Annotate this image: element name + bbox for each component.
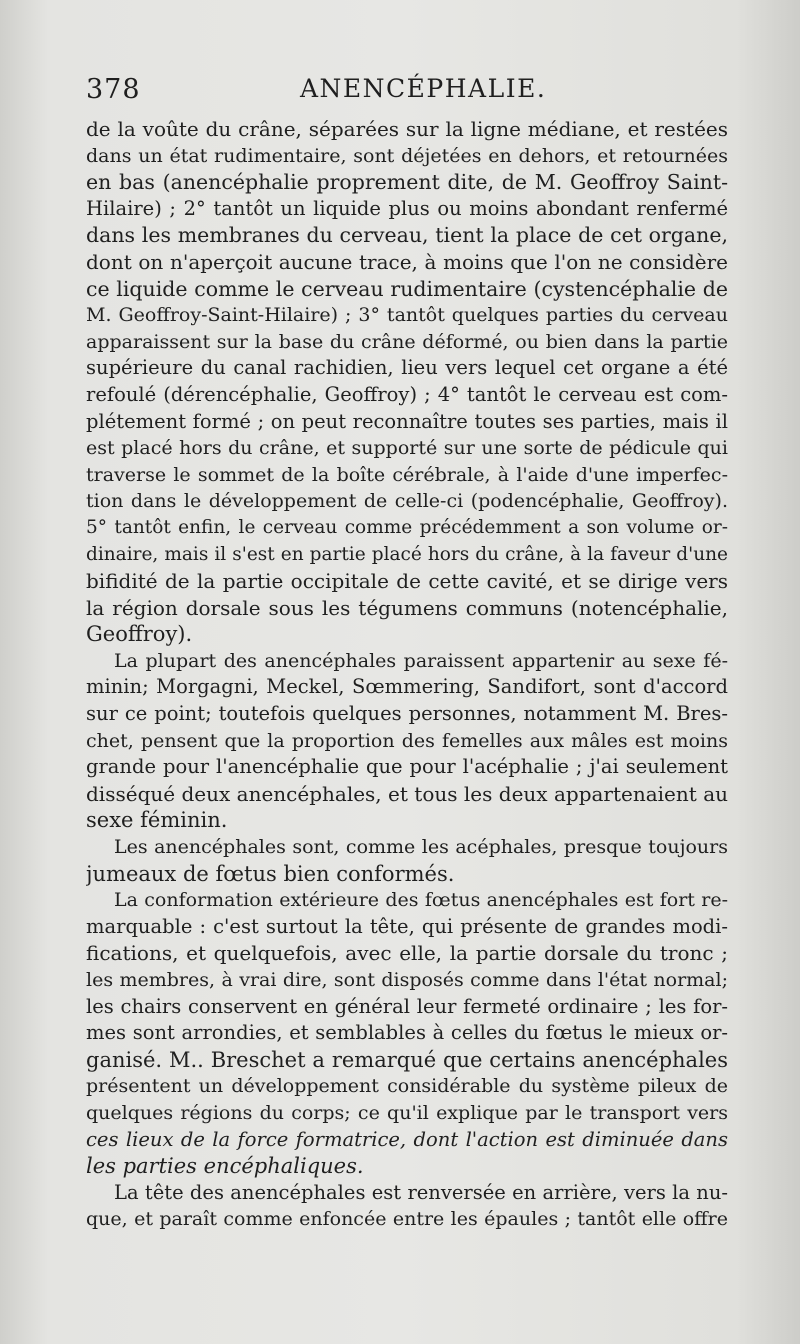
text-line: sur ce point; toutefois quelques personnes, notamment M. Bres- (86, 702, 728, 726)
text-line: 5° tantôt enfin, le cerveau comme précédemment a son volume or- (86, 516, 728, 538)
text-line: sexe féminin. (86, 808, 228, 833)
text-line: est placé hors du crâne, et supporté sur une sorte de pédicule qui (86, 437, 728, 460)
text-line: supérieure du canal rachidien, lieu vers lequel cet organe a été (86, 356, 728, 380)
text-line: bifidité de la partie occipitale de cette cavité, et se dirige vers (86, 569, 728, 594)
text-line: M. Geoffroy-Saint-Hilaire) ; 3° tantôt quelques parties du cerveau (86, 304, 728, 327)
text-line: tion dans le développement de celle-ci (podencéphalie, Geoffroy). (86, 490, 728, 513)
text-line: Les anencéphales sont, comme les acéphales, presque toujours (114, 836, 728, 859)
text-line: chet, pensent que la proportion des femelles aux mâles est moins (86, 729, 728, 752)
page-header (86, 74, 726, 114)
text-line: de la voûte du crâne, séparées sur la ligne médiane, et restées (86, 117, 728, 141)
text-line: apparaissent sur la base du crâne déformé, ou bien dans la partie (86, 330, 728, 353)
text-line: jumeaux de fœtus bien conformés. (86, 861, 455, 886)
page-number: 378 (86, 74, 141, 105)
text-line: les parties encéphaliques. (86, 1154, 364, 1179)
text-line: mes sont arrondies, et semblables à celles du fœtus le mieux or- (86, 1021, 728, 1045)
text-line: traverse le sommet de la boîte cérébrale, à l'aide d'une imperfec- (86, 463, 728, 486)
text-line: La plupart des anencéphales paraissent appartenir au sexe fé- (114, 649, 728, 672)
text-line: Geoffroy). (86, 622, 193, 647)
text-line: La conformation extérieure des fœtus anencéphales est fort re- (114, 889, 728, 912)
text-line: Hilaire) ; 2° tantôt un liquide plus ou moins abondant renfermé (86, 196, 728, 220)
text-line: dans un état rudimentaire, sont déjetées en dehors, et retournées (86, 144, 728, 167)
text-line: quelques régions du corps; ce qu'il explique par le transport vers (86, 1101, 728, 1124)
text-line: fications, et quelquefois, avec elle, la partie dorsale du tronc ; (86, 941, 728, 966)
text-line: présentent un développement considérable du système pileux de (86, 1075, 728, 1098)
text-line: ce liquide comme le cerveau rudimentaire (cystencéphalie de (86, 276, 728, 301)
text-line: les membres, à vrai dire, sont disposés comme dans l'état normal; (86, 969, 728, 991)
text-line: que, et paraît comme enfoncée entre les épaules ; tantôt elle offre (86, 1208, 728, 1231)
text-line: grande pour l'anencéphalie que pour l'acéphalie ; j'ai seulement (86, 755, 728, 779)
text-line: dont on n'aperçoit aucune trace, à moins que l'on ne considère (86, 249, 728, 274)
text-line: dans les membranes du cerveau, tient la place de cet organe, (86, 223, 728, 248)
text-line: disséqué deux anencéphales, et tous les deux appartenaient au (86, 781, 728, 806)
text-line: minin; Morgagni, Meckel, Sœmmering, Sandifort, sont d'accord (86, 675, 728, 699)
text-line: les chairs conservent en général leur fermeté ordinaire ; les for- (86, 994, 728, 1018)
running-title: ANENCÉPHALIE. (300, 74, 547, 103)
text-line: en bas (anencéphalie proprement dite, de M. Geoffroy Saint- (86, 170, 728, 195)
text-line: la région dorsale sous les tégumens communs (notencéphalie, (86, 595, 728, 620)
text-line: ces lieux de la force formatrice, dont l'action est diminuée dans (86, 1127, 728, 1151)
text-line: dinaire, mais il s'est en partie placé hors du crâne, à la faveur d'une (86, 543, 728, 565)
text-line: refoulé (dérencéphalie, Geoffroy) ; 4° tantôt le cerveau est com- (86, 382, 728, 406)
text-line: ganisé. M.. Breschet a remarqué que certains anencéphales (86, 1047, 728, 1072)
text-line: marquable : c'est surtout la tête, qui présente de grandes modi- (86, 914, 728, 938)
text-line: La tête des anencéphales est renversée en arrière, vers la nu- (114, 1180, 728, 1204)
body-text (86, 116, 728, 1233)
text-line: plétement formé ; on peut reconnaître toutes ses parties, mais il (86, 409, 728, 433)
